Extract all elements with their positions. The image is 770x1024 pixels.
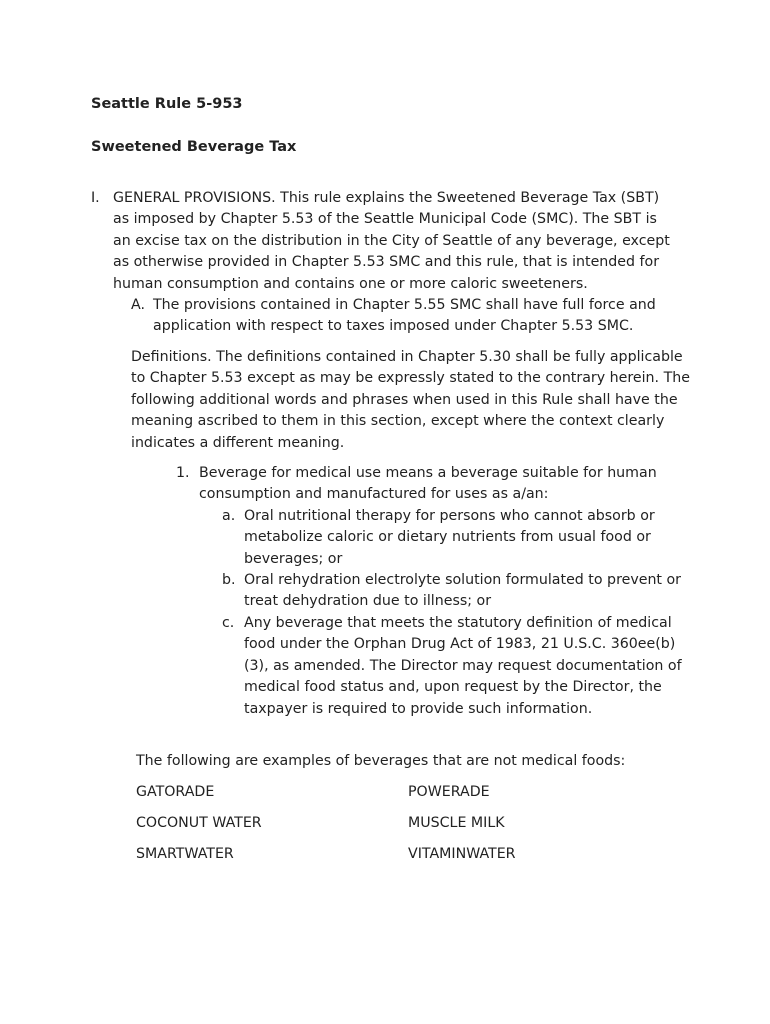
item-a-text: The provisions contained in Chapter 5.55 SMC shall have full force and application with respect to taxes imposed under Chapter 5.53 SMC. — [153, 297, 656, 335]
document-subtitle: Sweetened Beverage Tax — [91, 139, 297, 155]
section-i-marker: I. — [91, 190, 100, 206]
example-item: GATORADE — [136, 784, 215, 800]
example-item: MUSCLE MILK — [408, 815, 505, 831]
item-1-marker: 1. — [176, 465, 190, 481]
sub-item-c-marker: c. — [222, 615, 235, 631]
sub-item-c-text: Any beverage that meets the statutory definition of medical food under the Orphan Drug Act of 1983, 21 U.S.C. 360ee(b)(3), as amended. The Director may request documentation of medical food status and, upon request by the Director, the taxpayer is required to provide such information. — [244, 615, 682, 717]
sub-item-a-text: Oral nutritional therapy for persons who cannot absorb or metabolize caloric or dietary nutrients from usual food or beverages; or — [244, 508, 655, 567]
item-a-marker: A. — [131, 297, 145, 313]
example-item: POWERADE — [408, 784, 490, 800]
definitions-paragraph: Definitions. The definitions contained in Chapter 5.30 shall be fully applicable to Chapter 5.53 except as may be expressly stated to the contrary herein. The following additional words and phrases when used in this Rule shall have the meaning ascribed to them in this section, except where the context clearly indicates a different meaning. — [131, 349, 690, 451]
document-title: Seattle Rule 5-953 — [91, 96, 243, 112]
section-i-text: GENERAL PROVISIONS. This rule explains the Sweetened Beverage Tax (SBT) as imposed by Chapter 5.53 of the Seattle Municipal Code (SMC). The SBT is an excise tax on the distribution in the City of Seattle of any beverage, except as otherwise provided in Chapter 5.53 SMC and this rule, that is intended for human consumption and contains one or more caloric sweeteners. — [113, 190, 670, 292]
example-item: COCONUT WATER — [136, 815, 262, 831]
sub-item-b-marker: b. — [222, 572, 236, 588]
sub-item-a-marker: a. — [222, 508, 236, 524]
example-item: SMARTWATER — [136, 846, 234, 862]
item-1-text: Beverage for medical use means a beverage suitable for human consumption and manufactured for uses as a/an: — [199, 465, 657, 503]
example-item: VITAMINWATER — [408, 846, 516, 862]
examples-intro: The following are examples of beverages that are not medical foods: — [136, 753, 626, 769]
sub-item-b-text: Oral rehydration electrolyte solution formulated to prevent or treat dehydration due to illness; or — [244, 572, 682, 610]
